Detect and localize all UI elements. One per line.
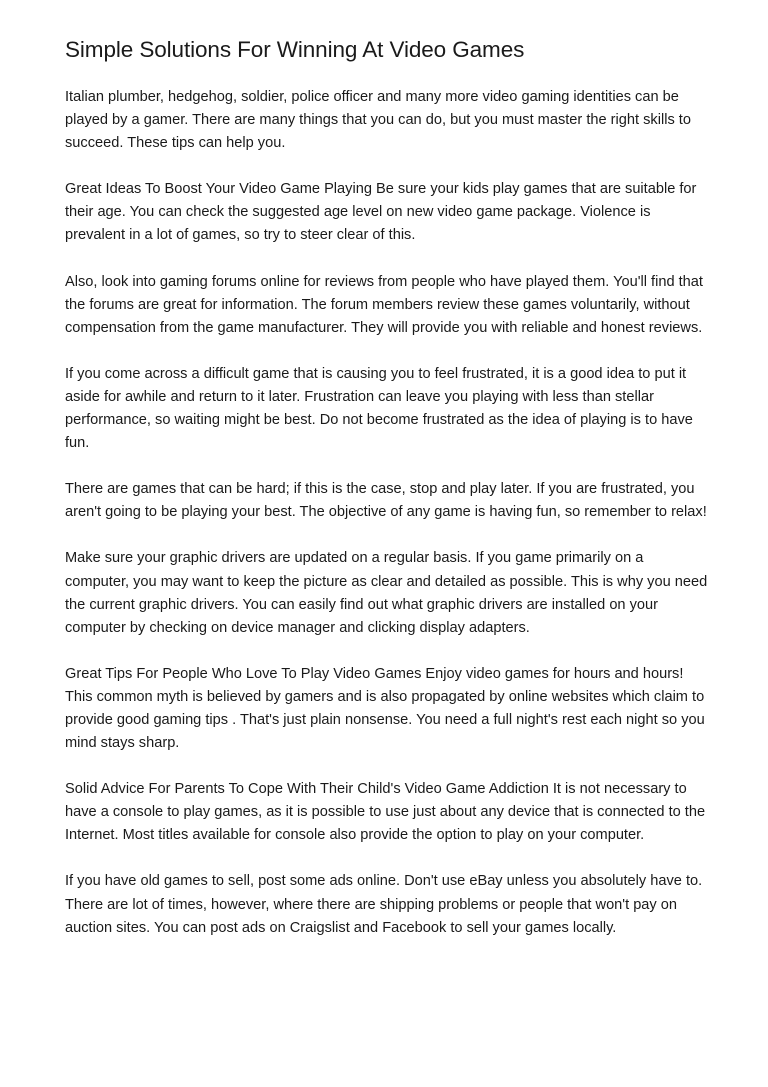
paragraph: Make sure your graphic drivers are updated on a regular basis. If you game primarily on a computer, you may want to keep the picture as clear and detailed as possible. This is why you need the current graphic drivers. You can easily find out what graphic drivers are installed on your computer by checking on device manager and clicking display adapters. bbox=[65, 550, 708, 636]
paragraph: If you come across a difficult game that is causing you to feel frustrated, it is a good idea to put it aside for awhile and return to it later. Frustration can leave you playing with less than stellar performance, so waiting might be best. Do not become frustrated as the idea of playing is to have fun. bbox=[65, 365, 693, 452]
paragraph: Also, look into gaming forums online for reviews from people who have played them. You'll find that the forums are great for information. The forum members review these games voluntarily, without compensation from the game manufacturer. They will provide you with reliable and honest reviews. bbox=[65, 273, 703, 336]
document-body bbox=[65, 86, 708, 940]
paragraph: There are games that can be hard; if this is the case, stop and play later. If you are frustrated, you aren't going to be playing your best. The objective of any game is having fun, so remember to relax! bbox=[65, 481, 707, 521]
paragraph: Italian plumber, hedgehog, soldier, police officer and many more video gaming identities can be played by a gamer. There are many things that you can do, but you must master the right skills to succeed. These tips can help you. bbox=[65, 89, 691, 152]
paragraph: Great Tips For People Who Love To Play Video Games Enjoy video games for hours and hours! This common myth is believed by gamers and is also propagated by online websites which claim to provide good gaming tips . That's just plain nonsense. You need a full night's rest each night so you mind stays sharp. bbox=[65, 665, 705, 752]
paragraph: Solid Advice For Parents To Cope With Their Child's Video Game Addiction It is not necessary to have a console to play games, as it is possible to use just about any device that is connected to the Internet. Most titles available for console also provide the option to play on your computer. bbox=[65, 781, 706, 844]
paragraph: Great Ideas To Boost Your Video Game Playing Be sure your kids play games that are suitable for their age. You can check the suggested age level on new video game package. Violence is prevalent in a lot of games, so try to steer clear of this. bbox=[65, 181, 697, 244]
paragraph: If you have old games to sell, post some ads online. Don't use eBay unless you absolutely have to. There are lot of times, however, where there are shipping problems or people that won't pay on auction sites. You can post ads on Craigslist and Facebook to sell your games locally. bbox=[65, 873, 703, 936]
document-title: Simple Solutions For Winning At Video Games bbox=[65, 37, 525, 62]
